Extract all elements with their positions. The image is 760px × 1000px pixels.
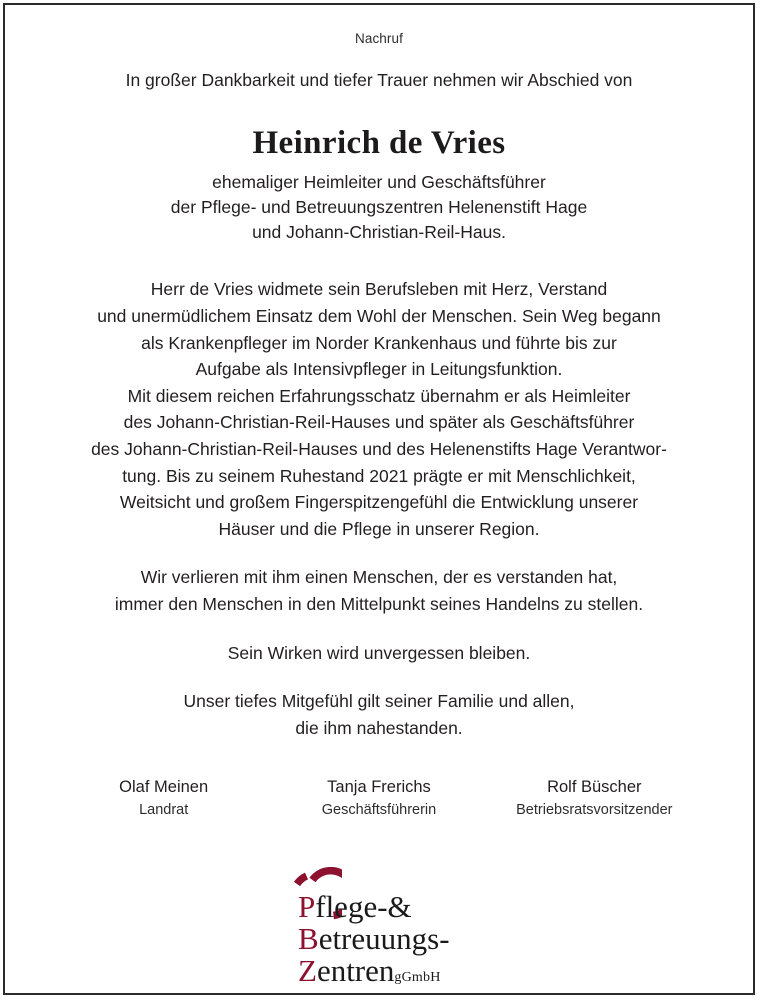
logo-line (298, 923, 450, 955)
role-line: der Pflege- und Betreuungszentren Helenenstift Hage (170, 197, 588, 218)
logo-line (298, 891, 450, 923)
deceased-name: Heinrich de Vries (252, 124, 506, 161)
signatory-name: Tanja Frerichs (327, 778, 431, 797)
notice-content (5, 5, 753, 989)
notice-lede: In großer Dankbarkeit und tiefer Trauer nehmen wir Abschied von (125, 69, 633, 90)
role-line: und Johann-Christian-Reil-Haus. (252, 222, 506, 243)
logo-word: etreuungs- (318, 921, 450, 957)
signatories (39, 777, 719, 820)
text-line: Aufgabe als Intensivpfleger in Leitungsfunktion. (195, 359, 563, 380)
role-line: ehemaliger Heimleiter und Geschäftsführer (212, 171, 546, 192)
logo-line (298, 955, 450, 987)
logo-initial: B (298, 921, 319, 957)
pbz-logo-wordmark (298, 891, 450, 987)
paragraph-tribute (39, 276, 719, 542)
logo-initial: P (298, 889, 316, 925)
signatory-role: Betriebsratsvorsitzender (516, 801, 673, 818)
text-line: Mit diesem reichen Erfahrungsschatz übernahm er als Heimleiter (127, 385, 631, 406)
logo-initial: Z (298, 953, 317, 989)
text-line: als Krankenpfleger im Norder Krankenhaus und führte bis zur (141, 332, 617, 353)
text-line: die ihm nahestanden. (295, 717, 463, 738)
text-line: des Johann-Christian-Reil-Hauses und später als Geschäftsführer (123, 412, 635, 433)
signatory-block (271, 777, 486, 820)
logo-word: flege-& (315, 889, 412, 925)
signatory-role: Landrat (139, 801, 189, 818)
signatory-block (487, 777, 702, 820)
logo-legal-suffix: gGmbH (394, 970, 441, 986)
text-line: Herr de Vries widmete sein Berufsleben mit Herz, Verstand (150, 279, 608, 300)
deceased-roles (39, 170, 719, 246)
obituary-notice-frame (3, 3, 755, 995)
text-line: Unser tiefes Mitgefühl gilt seiner Familie und allen, (183, 691, 575, 712)
text-line: Häuser und die Pflege in unserer Region. (218, 518, 540, 539)
signatory-name: Olaf Meinen (119, 778, 209, 797)
paragraph-condolence (39, 688, 719, 741)
text-line: Wir verlieren mit ihm einen Menschen, der es verstanden hat, (140, 567, 618, 588)
text-line: des Johann-Christian-Reil-Hauses und des Helenenstifts Hage Verantwor- (91, 439, 667, 460)
signatory-block (56, 777, 271, 820)
notice-kicker: Nachruf (355, 31, 403, 46)
pbz-logo (272, 863, 486, 989)
signatory-role: Geschäftsführerin (321, 801, 437, 818)
text-line: Sein Wirken wird unvergessen bleiben. (227, 642, 531, 663)
text-line: immer den Menschen in den Mittelpunkt seines Handelns zu stellen. (114, 594, 644, 615)
text-line: Weitsicht und großem Fingerspitzengefühl die Entwicklung unserer (119, 492, 639, 513)
text-line: tung. Bis zu seinem Ruhestand 2021 prägte er mit Menschlichkeit, (122, 465, 636, 486)
text-line: und unermüdlichem Einsatz dem Wohl der Menschen. Sein Weg begann (97, 306, 661, 327)
paragraph-loss (39, 564, 719, 617)
paragraph-remembrance (39, 640, 719, 667)
organization-logo (39, 863, 719, 989)
logo-word: entren (316, 953, 395, 989)
signatory-name: Rolf Büscher (547, 778, 642, 797)
